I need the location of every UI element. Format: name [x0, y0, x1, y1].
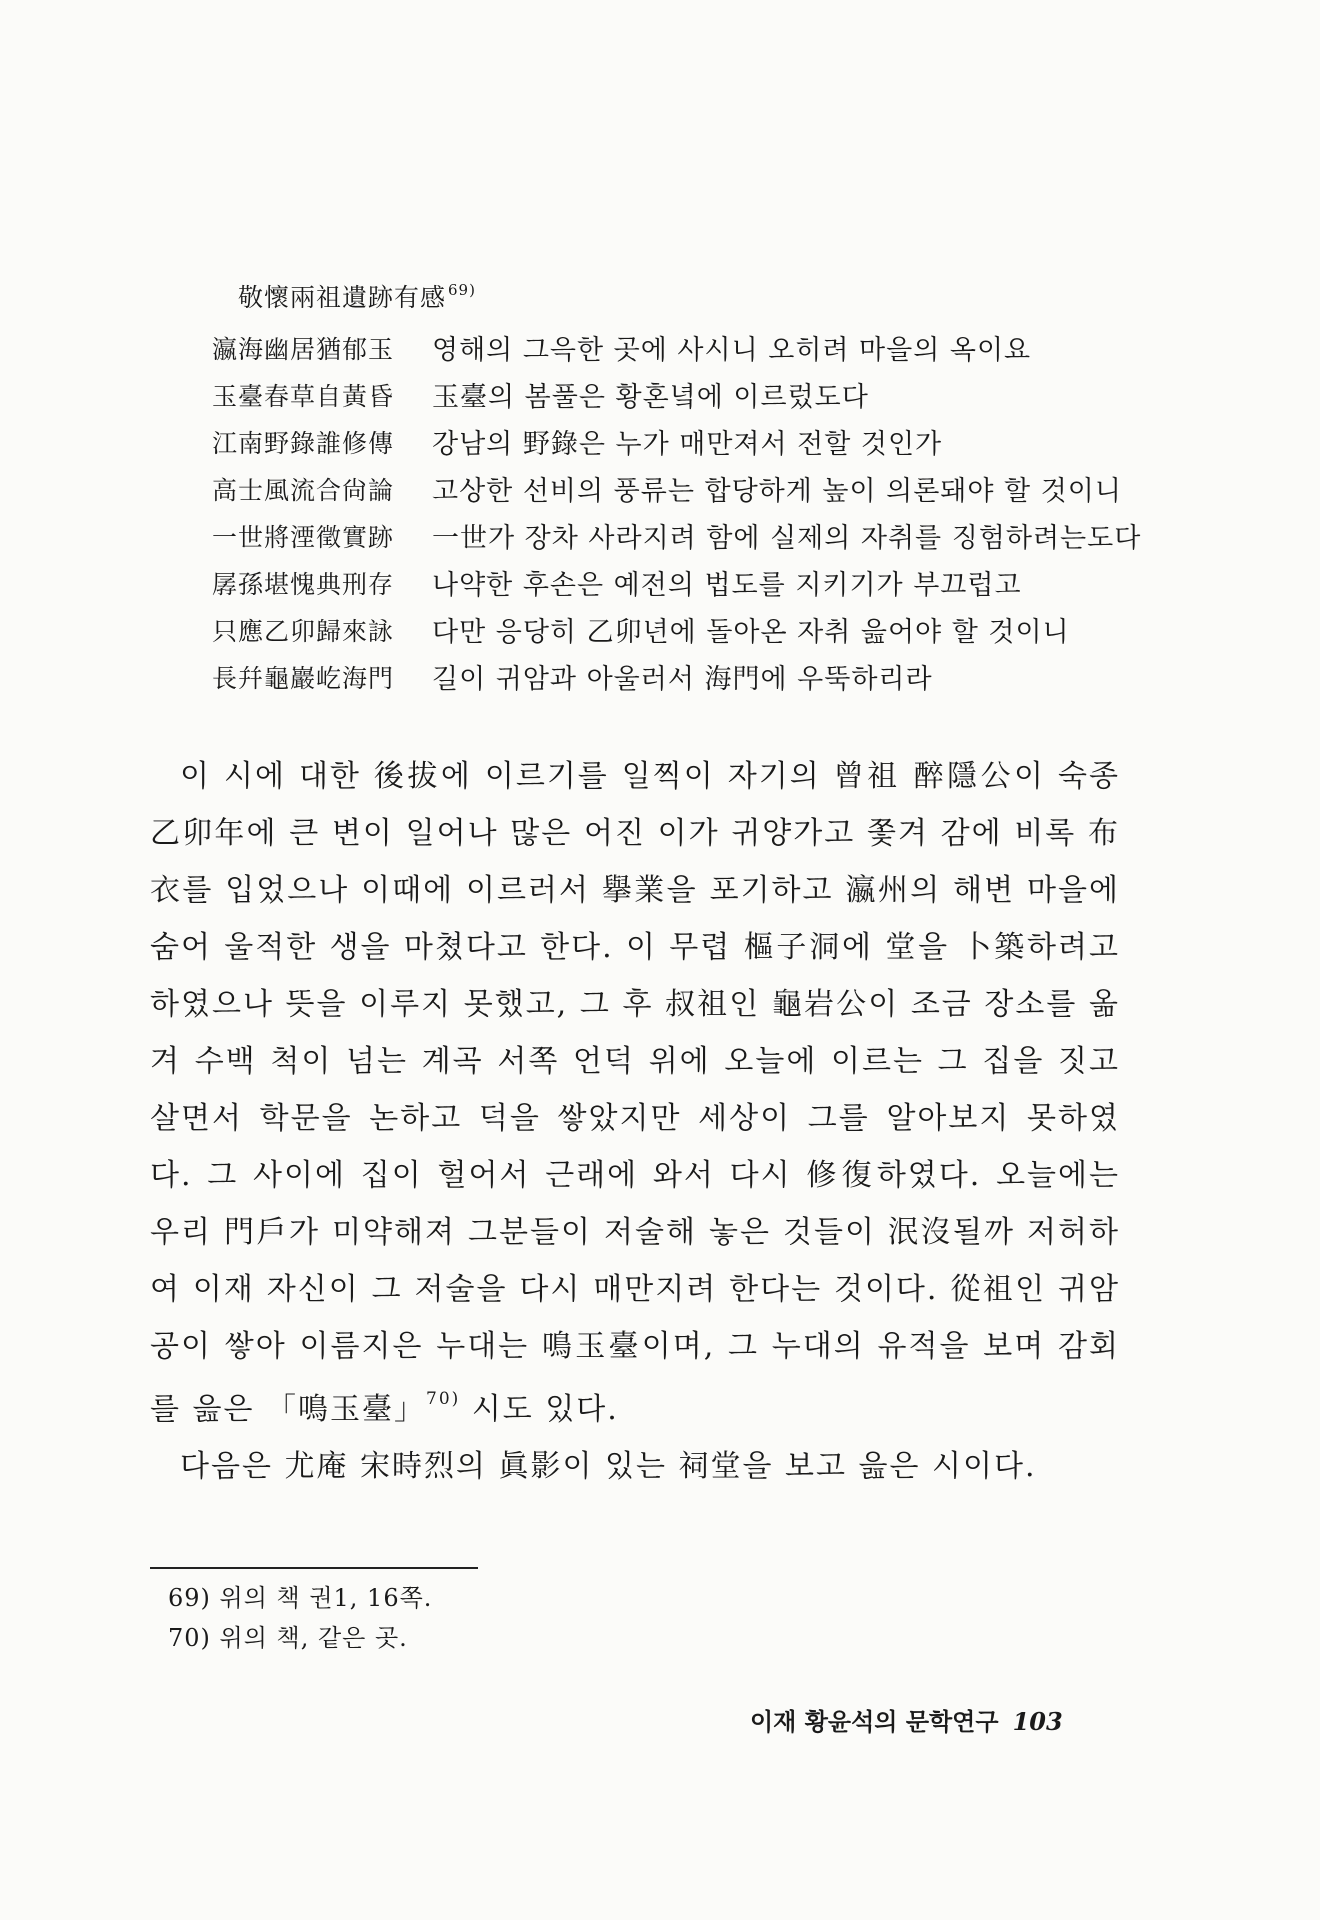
poem-title-text: 敬懷兩祖遺跡有感 — [238, 283, 447, 312]
poem-line — [212, 606, 1212, 653]
footnote-70: 70) 위의 책, 같은 곳. — [168, 1624, 408, 1652]
poem-line-korean: 고상한 선비의 풍류는 합당하게 높이 의론돼야 할 것이니 — [432, 476, 1122, 507]
footnote-69: 69) 위의 책 권1, 16쪽. — [168, 1584, 433, 1612]
poem-line — [212, 371, 1212, 418]
running-footer — [750, 1702, 1063, 1737]
body-paragraph-1 — [150, 748, 1120, 1438]
poem-line-korean: 一世가 장차 사라지려 함에 실제의 자취를 징험하려는도다 — [432, 523, 1142, 554]
body-paragraph-1-tail: 시도 있다. — [460, 1392, 619, 1427]
page-number: 103 — [1012, 1707, 1063, 1736]
poem-line-korean: 다만 응당히 乙卯년에 돌아온 자취 읊어야 할 것이니 — [432, 617, 1070, 648]
poem-title — [238, 278, 476, 314]
poem-line-hanja: 高士風流合尙論 — [212, 475, 395, 505]
poem-line-hanja: 江南野錄誰修傳 — [212, 428, 395, 458]
poem-line-hanja: 一世將湮徵實跡 — [212, 522, 395, 552]
poem-line — [212, 418, 1212, 465]
poem-line-hanja: 孱孫堪愧典刑存 — [212, 569, 395, 599]
poem-line-hanja: 只應乙卯歸來詠 — [212, 616, 395, 646]
poem-line-hanja: 玉臺春草自黃昏 — [212, 381, 395, 411]
body-paragraph-1-text: 이 시에 대한 後拔에 이르기를 일찍이 자기의 曾祖 醉隱公이 숙종 乙卯年에 큰 변이 일어나 많은 어진 이가 귀양가고 쫓겨 감에 비록 布衣를 입었으나 이때에 이르러서 擧業을 포기하고 瀛州의 해변 마을에 숨어 울적한 생을 마쳤다고 한다. 이 무렵 樞子洞에 堂을 卜築하려고 하였으나 뜻을 이루지 못했고, 그 후 叔祖인 龜岩公이 조금 장소를 옮겨 수백 척이 넘는 계곡 서쪽 언덕 위에 오늘에 이르는 그 집을 짓고 살면서 학문을 논하고 덕을 쌓았지만 세상이 그를 알아보지 못하였다. 그 사이에 집이 헐어서 근래에 와서 다시 修復하였다. 오늘에는 우리 門戶가 미약해져 그분들이 저술해 놓은 것들이 泯沒될까 저허하여 이재 자신이 그 저술을 다시 매만지려 한다는 것이다. 從祖인 귀암공이 쌓아 이름지은 누대는 鳴玉臺이며, 그 누대의 유적을 보며 감회를 읊은 「鳴玉臺」 — [150, 759, 1120, 1427]
poem-line-hanja: 瀛海幽居猶郁玉 — [212, 334, 395, 364]
poem-line-korean: 나약한 후손은 예전의 법도를 지키기가 부끄럽고 — [432, 570, 1022, 601]
poem-line — [212, 512, 1212, 559]
footnote-divider — [150, 1567, 478, 1569]
poem — [212, 324, 1212, 700]
running-title: 이재 황윤석의 문학연구 — [750, 1707, 999, 1736]
poem-line — [212, 324, 1212, 371]
poem-line — [212, 465, 1212, 512]
body-paragraph-2: 다음은 尤庵 宋時烈의 眞影이 있는 祠堂을 보고 읊은 시이다. — [180, 1449, 1037, 1484]
poem-line — [212, 653, 1212, 700]
poem-line-korean: 길이 귀암과 아울러서 海門에 우뚝하리라 — [432, 664, 933, 695]
body-text — [150, 748, 1120, 1495]
poem-line-korean: 玉臺의 봄풀은 황혼녘에 이르렀도다 — [432, 382, 869, 413]
footnotes — [168, 1578, 432, 1658]
poem-line-hanja: 長幷龜巖屹海門 — [212, 663, 395, 693]
poem-line-korean: 영해의 그윽한 곳에 사시니 오히려 마을의 옥이요 — [432, 335, 1032, 366]
footnote-ref-70: 70) — [426, 1389, 461, 1409]
footnote-ref-69: 69) — [448, 280, 476, 299]
poem-line — [212, 559, 1212, 606]
poem-line-korean: 강남의 野錄은 누가 매만져서 전할 것인가 — [432, 429, 943, 460]
